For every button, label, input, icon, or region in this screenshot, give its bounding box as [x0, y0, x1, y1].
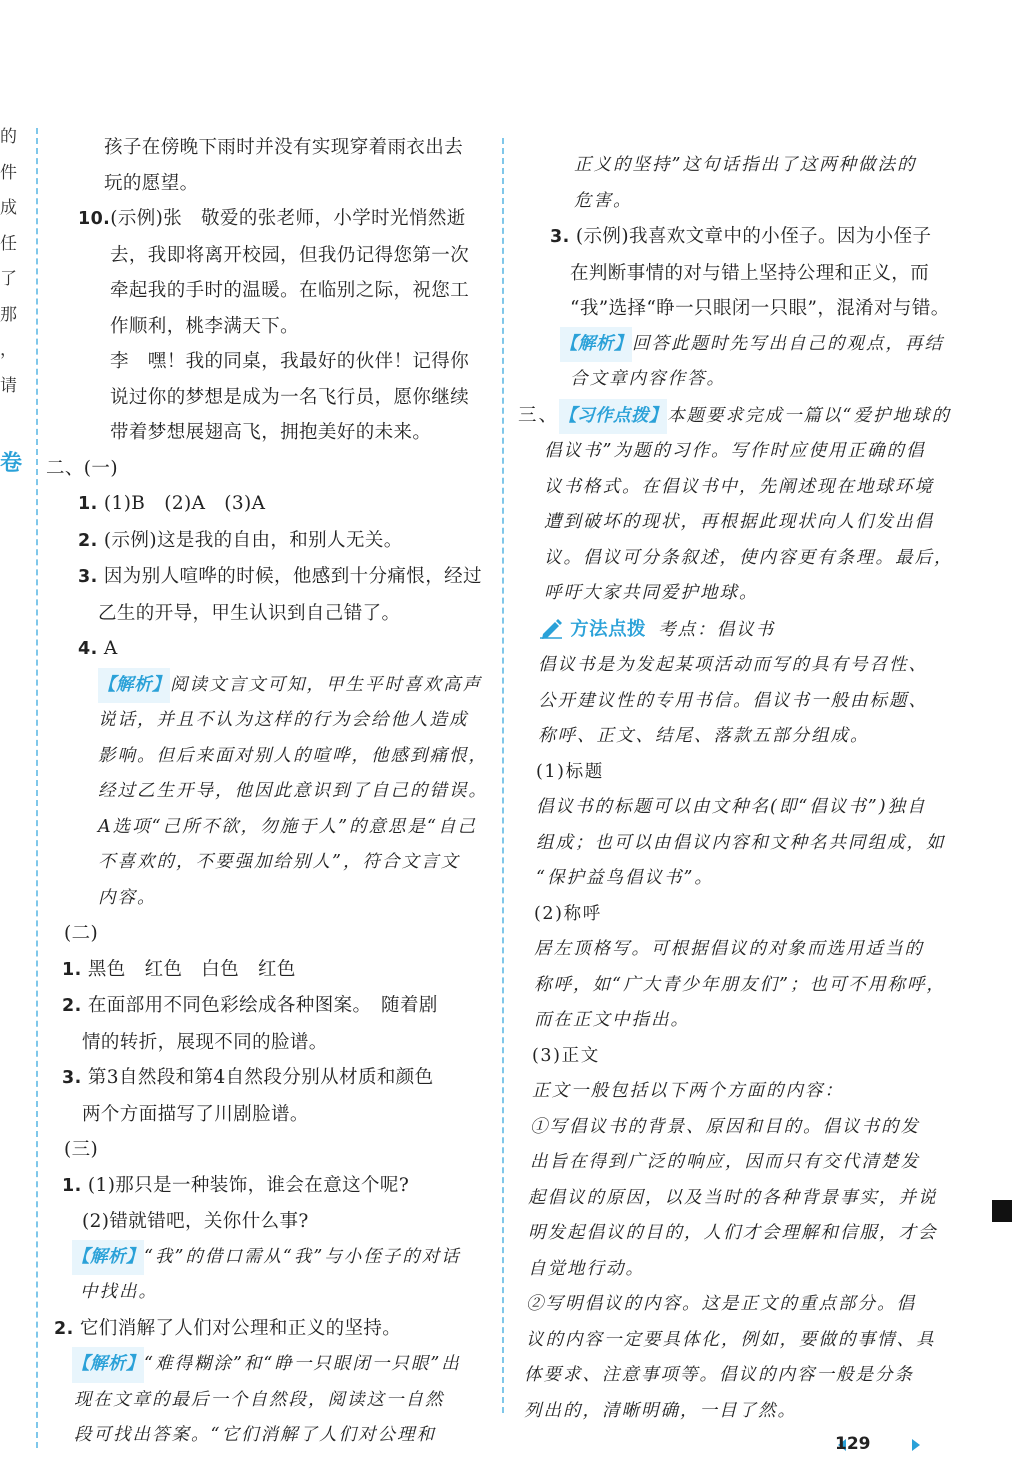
text-line: 情的转折，展现不同的脸谱。: [82, 1031, 328, 1053]
answer-3: [44, 559, 490, 596]
answer-2: [44, 988, 490, 1025]
text-line: 议书格式。在倡议书中，先阐述现在地球环境: [544, 476, 934, 497]
text-line: 李 嘿！我的同桌，我最好的伙伴！记得你: [110, 351, 470, 372]
text-line: ②写明倡议的内容。这是正文的重点部分。倡: [526, 1294, 916, 1314]
text-line: 倡议书的标题可以由文种名(即“倡议书”)独自: [536, 797, 927, 817]
text-line: 中找出。: [80, 1282, 158, 1302]
method-title: 方法点拨: [570, 618, 646, 640]
text-line: 不喜欢的，不要强加给别人”，符合文言文: [98, 852, 460, 872]
answer-4: [44, 631, 490, 668]
text-line: 作顺利，桃李满天下。: [110, 315, 300, 337]
text-line: 倡议书”为题的习作。写作时应使用正确的倡: [544, 441, 926, 461]
text-line: 在判断事情的对与错上坚持公理和正义，而: [570, 262, 930, 284]
text-line: 正文一般包括以下两个方面的内容：: [532, 1081, 844, 1101]
question-number: 2.: [78, 530, 98, 551]
edge-char: 成: [0, 198, 17, 218]
text-line: 现在文章的最后一个自然段，阅读这一自然: [74, 1389, 445, 1410]
text-line: 内容。: [98, 887, 157, 908]
previous-page-edge: [0, 120, 22, 404]
text-line: 危害。: [574, 190, 633, 211]
method-header: [512, 612, 962, 649]
text-line: 明发起倡议的目的，人们才会理解和信服，才会: [528, 1223, 938, 1243]
answer-1: [44, 486, 490, 523]
text: 在面部用不同色彩绘成各种图案。 随着剧: [87, 995, 438, 1016]
analysis-tag: 【解析】: [98, 668, 170, 704]
text-line: 经过乙生开导，他因此意识到了自己的错误。: [98, 781, 488, 801]
text: 本题要求完成一篇以“爱护地球的: [667, 405, 951, 426]
text-line: 孩子在傍晚下雨时并没有实现穿着雨衣出去: [104, 137, 464, 158]
edge-char: 那: [0, 304, 17, 325]
method-point: 考点：倡议书: [658, 619, 776, 640]
text-line: 说话，并且不认为这样的行为会给他人造成: [98, 710, 469, 730]
edge-char: 了: [0, 269, 17, 289]
text: “难得糊涂”和“睁一只眼闭一只眼”出: [144, 1354, 461, 1374]
edge-char: ，: [0, 340, 17, 360]
analysis-tag: 【解析】: [72, 1347, 144, 1383]
question-number: 3.: [78, 567, 98, 587]
question-number: 4.: [78, 639, 98, 659]
text: 阅读文言文可知，甲生平时喜欢高声: [170, 674, 482, 695]
question-number: 3.: [550, 227, 570, 247]
text-line: ①写倡议书的背景、原因和目的。倡议书的发: [530, 1116, 920, 1137]
text-line: 呼吁大家共同爱护地球。: [544, 583, 759, 603]
text-line: 带着梦想展翅高飞，拥抱美好的未来。: [110, 422, 432, 443]
text: (1)B (2)A (3)A: [103, 493, 266, 514]
text-line: 居左顶格写。可根据倡议的对象而选用适当的: [534, 939, 924, 959]
text: 黑色 红色 白色 红色: [87, 958, 296, 980]
writing-tip-tag: 【习作点拨】: [559, 399, 667, 435]
writing-guide: [512, 398, 962, 435]
text: (示例)张 敬爱的张老师，小学时光悄然逝: [110, 208, 466, 229]
sub-heading: (三): [64, 1139, 99, 1160]
text-line: 去，我即将离开校园，但我仍记得您第一次: [110, 244, 470, 266]
sub-heading: (3)正文: [532, 1045, 600, 1066]
text: 回答此题时先写出自己的观点，再结: [632, 333, 944, 354]
text-line: 起倡议的原因，以及当时的各种背景事实，并说: [528, 1187, 938, 1208]
text: (示例)这是我的自由，和别人无关。: [103, 529, 403, 551]
column-dashed-divider: [502, 138, 504, 1413]
text-line: 玩的愿望。: [104, 172, 199, 194]
text-line: 而在正文中指出。: [534, 1010, 690, 1030]
analysis: [44, 668, 490, 704]
text-line: (2)错就错吧，关你什么事?: [82, 1211, 309, 1232]
sub-heading: (2)称呼: [534, 903, 602, 924]
text-line: 说过你的梦想是成为一名飞行员，愿你继续: [110, 386, 470, 408]
text-line: 列出的，清晰明确，一目了然。: [524, 1400, 797, 1421]
edge-char: 任: [0, 233, 17, 254]
analysis-tag: 【解析】: [560, 327, 632, 363]
text-line: 公开建议性的专用书信。倡议书一般由标题、: [538, 690, 928, 711]
edge-juan-label: 卷: [0, 451, 23, 476]
text: (示例)我喜欢文章中的小侄子。因为小侄子: [575, 226, 932, 247]
text: 它们消解了人们对公理和正义的坚持。: [79, 1317, 402, 1339]
analysis-tag: 【解析】: [72, 1240, 144, 1276]
text-line: 牵起我的手时的温暖。在临别之际，祝您工: [110, 280, 470, 301]
text-line: 正义的坚持”这句话指出了这两种做法的: [574, 155, 917, 175]
answer-10: [44, 201, 490, 238]
text-line: 影响。但后来面对别人的喧哗，他感到痛恨，: [98, 745, 488, 766]
text: “我”的借口需从“我”与小侄子的对话: [144, 1246, 461, 1267]
next-page-icon[interactable]: [912, 1439, 920, 1451]
question-number: 2.: [54, 1318, 74, 1339]
section-heading: 三、: [518, 404, 560, 426]
question-number: 2.: [62, 996, 82, 1016]
text-line: 倡议书是为发起某项活动而写的具有号召性、: [538, 655, 928, 675]
pen-icon: [540, 617, 564, 639]
question-number: 1.: [62, 959, 82, 980]
analysis: [44, 1347, 490, 1383]
text-line: 出旨在得到广泛的响应，因而只有交代清楚发: [530, 1152, 920, 1172]
text-line: 乙生的开导，甲生认识到自己错了。: [98, 602, 401, 624]
text-line: 称呼、正文、结尾、落款五部分组成。: [538, 726, 870, 746]
text: 第3自然段和第4自然段分别从材质和颜色: [87, 1067, 434, 1088]
right-column: [512, 148, 962, 1429]
edge-char: 的: [0, 127, 17, 147]
answer-3: [44, 1060, 490, 1097]
analysis: [512, 327, 962, 363]
text-line: 两个方面描写了川剧脸谱。: [82, 1103, 309, 1125]
left-column: [44, 130, 490, 1454]
text-line: 议。倡议可分条叙述，使内容更有条理。最后，: [544, 547, 954, 568]
text-line: 自觉地行动。: [528, 1258, 645, 1279]
analysis: [44, 1240, 490, 1276]
text-line: 组成；也可以由倡议内容和文种名共同组成，如: [536, 832, 946, 853]
question-number: 3.: [62, 1068, 82, 1088]
edge-char: 件: [0, 162, 17, 183]
answer-2: [44, 523, 490, 560]
question-number: 10.: [78, 209, 111, 229]
text-line: 合文章内容作答。: [570, 369, 726, 389]
text: 因为别人喧哗的时候，他感到十分痛恨，经过: [103, 566, 482, 587]
text-line: A选项“己所不欲，勿施于人”的意思是“自己: [98, 816, 477, 837]
question-number: 1.: [78, 494, 98, 514]
answer-2: [44, 1311, 490, 1348]
section-heading: 二、(一): [46, 457, 118, 479]
sub-heading: (1)标题: [536, 761, 604, 782]
answer-1: [44, 952, 490, 989]
text: (1)那只是一种装饰，谁会在意这个呢?: [87, 1174, 410, 1196]
text-line: “保护益鸟倡议书”。: [536, 868, 714, 888]
text-line: 体要求、注意事项等。倡议的内容一般是分条: [524, 1365, 914, 1385]
text-line: “我”选择“睁一只眼闭一只眼”，混淆对与错。: [570, 298, 950, 319]
answer-3: [512, 219, 962, 256]
page-number: 129: [835, 1434, 871, 1454]
edge-char: 请: [0, 375, 17, 396]
text-line: 遭到破坏的现状，再根据此现状向人们发出倡: [544, 512, 934, 532]
text-line: 称呼，如“广大青少年朋友们”；也可不用称呼，: [534, 974, 946, 995]
sub-heading: (二): [64, 923, 99, 944]
text: A: [103, 638, 118, 659]
question-number: 1.: [62, 1175, 82, 1196]
left-dashed-divider: [36, 128, 38, 1448]
side-marker: [992, 1200, 1012, 1222]
answer-1: [44, 1168, 490, 1205]
text-line: 段可找出答案。“它们消解了人们对公理和: [74, 1425, 436, 1445]
text-line: 议的内容一定要具体化，例如，要做的事情、具: [526, 1329, 936, 1350]
